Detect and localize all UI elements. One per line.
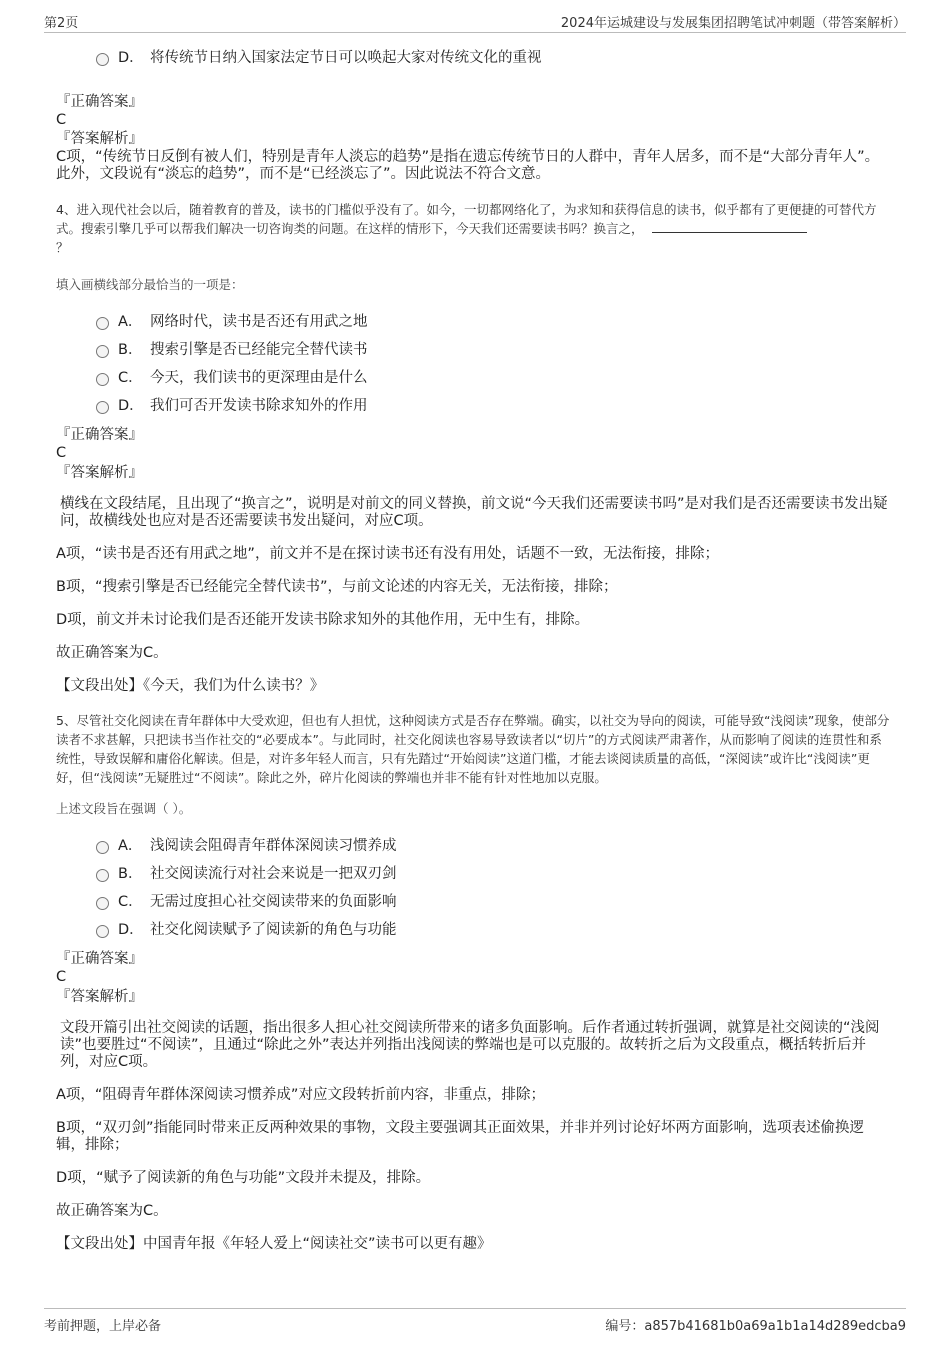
radio-icon[interactable] <box>96 317 109 330</box>
option-letter: D． <box>118 922 144 938</box>
radio-icon[interactable] <box>96 897 109 910</box>
correct-answer-value: C <box>56 969 67 985</box>
source-citation <box>56 678 892 695</box>
option-letter: D． <box>118 398 144 414</box>
document-code <box>605 1315 906 1334</box>
page-footer <box>44 1308 906 1333</box>
question-4-stem <box>56 200 892 257</box>
option-text: 将传统节日纳入国家法定节日可以唤起大家对传统文化的重视 <box>150 50 542 66</box>
source-text: 中国青年报《年轻人爱上“阅读社交”读书可以更有趣》 <box>143 1236 492 1252</box>
analysis-paragraph: D项，前文并未讨论我们是否还能开发读书除求知外的其他作用，无中生有，排除。 <box>56 612 590 628</box>
option-text: 我们可否开发读书除求知外的作用 <box>150 398 368 414</box>
option-text: 网络时代，读书是否还有用武之地 <box>150 314 368 330</box>
option-text: 无需过度担心社交阅读带来的负面影响 <box>150 894 397 910</box>
analysis-label: 『答案解析』 <box>56 131 143 147</box>
radio-icon[interactable] <box>96 841 109 854</box>
question-4-options <box>56 308 892 420</box>
question-5-stem: 5、尽管社交化阅读在青年群体中大受欢迎，但也有人担忧，这种阅读方式是否存在弊端。确实，以社交为导向的阅读，可能导致“浅阅读”现象，使部分读者不求甚解，只把读书当作社交的“必要成本”。与此同时，社交化阅读也容易导致读者以“切片”的方式阅读严肃著作，从而影响了阅读的连贯性和系统性，导致误解和庸俗化解读。但是，对许多年轻人而言，只有先踏过“开始阅读”这道门槛，才能去谈阅读质量的高低，“深阅读”或许比“浅阅读”更好，但“浅阅读”无疑胜过“不阅读”。除此之外，碎片化阅读的弊端也并非不能有针对性地加以克服。 <box>56 713 890 785</box>
radio-icon[interactable] <box>96 869 109 882</box>
option-text: 今天，我们读书的更深理由是什么 <box>150 370 368 386</box>
question-stem-end: ？ <box>56 240 69 255</box>
analysis-paragraph: A项，“阻碍青年群体深阅读习惯养成”对应文段转折前内容，非重点，排除； <box>56 1087 545 1103</box>
document-title: 2024年运城建设与发展集团招聘笔试冲刺题（带答案解析） <box>560 16 906 31</box>
question-stem-text: 4、进入现代社会以后，随着教育的普及，读书的门槛似乎没有了。如今，一切都网络化了，为求知和获得信息的读书，似乎都有了更便捷的可替代方式。搜索引擎几乎可以帮我们解决一切咨询类的问题。在这样的情形下，今天我们还需要读书吗？换言之， <box>56 202 877 236</box>
option-text: 社交阅读流行对社会来说是一把双刃剑 <box>150 866 397 882</box>
radio-icon[interactable] <box>96 373 109 386</box>
correct-answer-value: C <box>56 445 67 461</box>
q5-option-c[interactable] <box>56 888 892 916</box>
analysis-paragraph: 故正确答案为C。 <box>56 1203 168 1219</box>
page-number: 第2页 <box>44 16 79 31</box>
option-letter: C． <box>118 370 143 386</box>
answer-blank-line <box>652 220 807 233</box>
analysis-label: 『答案解析』 <box>56 989 143 1005</box>
option-text: 搜索引擎是否已经能完全替代读书 <box>150 342 368 358</box>
question-5-prompt: 上述文段旨在强调（ ）。 <box>56 801 192 816</box>
q4-option-c[interactable] <box>56 364 892 392</box>
q4-option-d[interactable] <box>56 392 892 420</box>
question-4-prompt: 填入画横线部分最恰当的一项是： <box>56 277 244 292</box>
option-letter: B． <box>118 866 143 882</box>
option-text: 浅阅读会阻碍青年群体深阅读习惯养成 <box>150 838 397 854</box>
q4-option-b[interactable] <box>56 336 892 364</box>
correct-answer-label: 『正确答案』 <box>56 427 143 443</box>
analysis-paragraph: 文段开篇引出社交阅读的话题，指出很多人担心社交阅读所带来的诸多负面影响。后作者通过转折强调，就算是社交阅读的“浅阅读”也要胜过“不阅读”，且通过“除此之外”表达并列指出浅阅读的弊端也是可以克服的。故转折之后为文段重点，概括转折后并列，对应C项。 <box>60 1020 880 1070</box>
correct-answer-label: 『正确答案』 <box>56 951 143 967</box>
radio-icon[interactable] <box>96 345 109 358</box>
source-label: 【文段出处】 <box>56 678 143 694</box>
footer-slogan: 考前押题，上岸必备 <box>44 1319 162 1334</box>
analysis-text: C项，“传统节日反倒有被人们，特别是青年人淡忘的趋势”是指在遗忘传统节日的人群中，青年人居多，而不是“大部分青年人”。此外，文段说有“淡忘的趋势”，而不是“已经淡忘了”。因此说法不符合文意。 <box>56 149 880 182</box>
analysis-paragraph: D项，“赋予了阅读新的角色与功能”文段并未提及，排除。 <box>56 1170 431 1186</box>
analysis-paragraph: 横线在文段结尾，且出现了“换言之”，说明是对前文的同义替换，前文说“今天我们还需要读书吗”是对我们是否还需要读书发出疑问，故横线处也应对是否还需要读书发出疑问，对应C项。 <box>60 496 888 529</box>
option-letter: B． <box>118 342 143 358</box>
option-letter: A． <box>118 314 143 330</box>
option-letter: A． <box>118 838 143 854</box>
q4-option-a[interactable] <box>56 308 892 336</box>
document-code-label: 编号： <box>605 1319 645 1334</box>
analysis-label: 『答案解析』 <box>56 465 143 481</box>
q3-option-d[interactable] <box>56 44 892 72</box>
page-content <box>56 44 892 1300</box>
source-text: 《今天，我们为什么读书？》 <box>143 678 325 694</box>
q5-option-a[interactable] <box>56 832 892 860</box>
correct-answer-value: C <box>56 112 67 128</box>
option-text: 社交化阅读赋予了阅读新的角色与功能 <box>150 922 397 938</box>
page-header <box>44 12 906 33</box>
correct-answer-label: 『正确答案』 <box>56 94 143 110</box>
analysis-paragraph: 故正确答案为C。 <box>56 645 168 661</box>
radio-icon[interactable] <box>96 53 109 66</box>
document-code-value: a857b41681b0a69a1b1a14d289edcba9 <box>644 1319 906 1334</box>
option-letter: D． <box>118 50 144 66</box>
analysis-paragraph: B项，“搜索引擎是否已经能完全替代读书”，与前文论述的内容无关，无法衔接，排除； <box>56 579 618 595</box>
option-letter: C． <box>118 894 143 910</box>
q5-option-b[interactable] <box>56 860 892 888</box>
analysis-paragraph: A项，“读书是否还有用武之地”，前文并不是在探讨读书还有没有用处，话题不一致，无法衔接，排除； <box>56 546 719 562</box>
q5-option-d[interactable] <box>56 916 892 944</box>
analysis-paragraph: B项，“双刃剑”指能同时带来正反两种效果的事物，文段主要强调其正面效果，并非并列讨论好坏两方面影响，选项表述偷换逻辑，排除； <box>56 1120 864 1153</box>
radio-icon[interactable] <box>96 925 109 938</box>
source-citation <box>56 1236 892 1253</box>
radio-icon[interactable] <box>96 401 109 414</box>
source-label: 【文段出处】 <box>56 1236 143 1252</box>
question-5-options <box>56 832 892 944</box>
